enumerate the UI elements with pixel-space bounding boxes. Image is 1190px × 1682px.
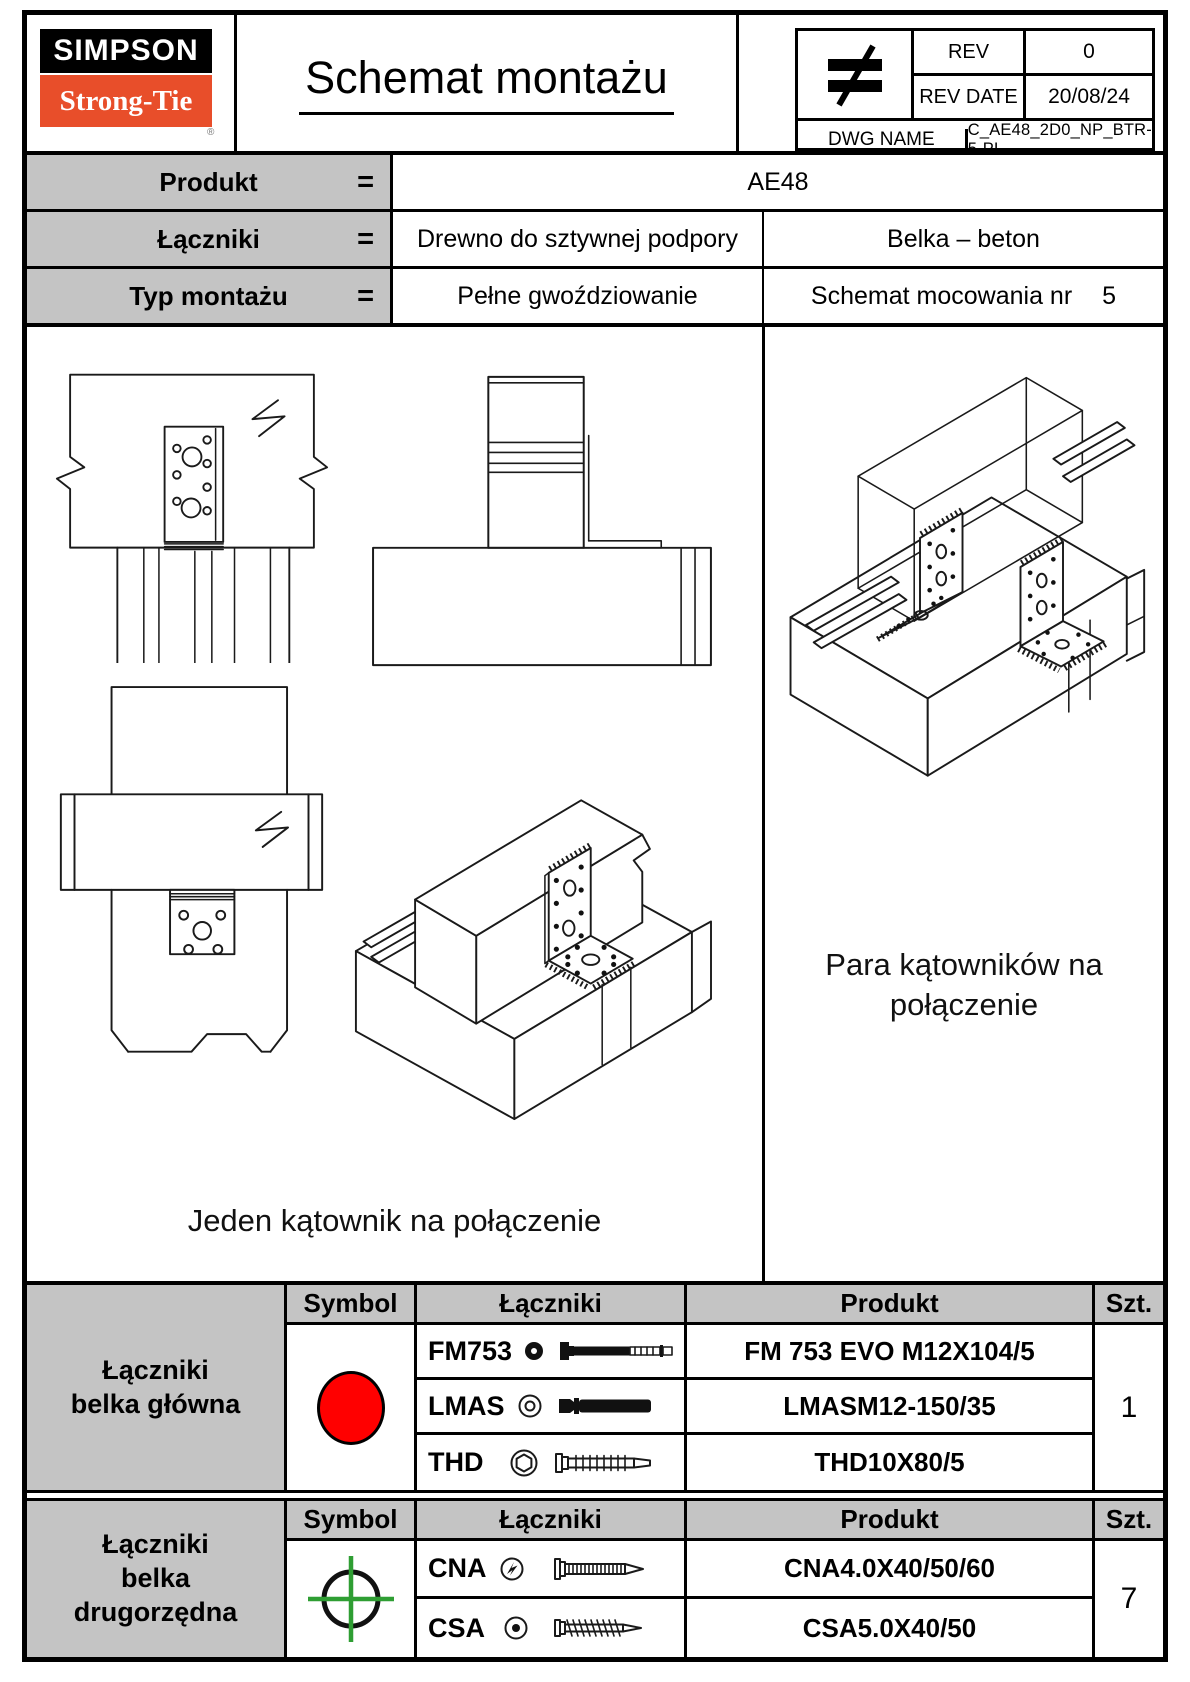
header-qty: Szt. [1095,1501,1163,1541]
laczniki-label: Łączniki [157,223,260,254]
laczniki-value-1: Drewno do sztywnej podpory [393,212,764,266]
red-circle-symbol [287,1325,417,1490]
fastener-row-fm753 [417,1325,687,1380]
fastener-code: CSA [428,1612,486,1643]
secondary-beam-fasteners-table [27,1498,1163,1657]
title-block [27,15,1163,158]
equals-sign: = [357,279,374,312]
produkt-value: AE48 [747,167,809,196]
csa-screw-icon [551,1612,655,1644]
fastener-row-thd [417,1435,687,1490]
logo-simpson-text: SIMPSON [40,29,212,73]
info-row-laczniki [27,209,1163,266]
fastener-code: THD [428,1447,484,1477]
top-view-drawing [55,679,328,1089]
fastener-code: CNA [428,1553,487,1583]
group-label-main-beam: Łączniki belka główna [27,1285,287,1490]
fastener-row-lmas [417,1380,687,1435]
laczniki-label-cell [27,212,393,266]
typ-montazu-value: Pełne gwoździowanie [393,269,764,323]
schemat-mocowania-number: 5 [1102,281,1117,310]
dwg-name-value: C_AE48_2D0_NP_BTR-5-PL [967,121,1152,158]
header-fasteners: Łączniki [417,1285,687,1325]
cna-head-icon [498,1554,526,1584]
caption-bracket-pair [765,945,1163,1024]
qty-secondary-beam: 7 [1120,1582,1138,1615]
fastener-code: LMAS [428,1390,505,1421]
caption-bracket-pair-line1: Para kątowników na [825,947,1103,982]
header-product: Produkt [687,1285,1095,1325]
lmas-washer-icon [516,1391,544,1421]
rev-date-value: 20/08/24 [1026,76,1152,121]
thd-screw-icon [552,1447,662,1479]
schemat-mocowania-cell [764,269,1163,323]
fastener-code: FM753 [428,1335,513,1366]
laczniki-value-2: Belka – beton [887,224,1040,253]
header-symbol: Symbol [287,1501,417,1541]
title-cell [237,15,739,151]
product-cna: CNA4.0X40/50/60 [687,1541,1095,1599]
group-label-secondary-beam: Łączniki belka drugorzędna [27,1501,287,1657]
header-symbol: Symbol [287,1285,417,1325]
produkt-label: Produkt [159,166,258,197]
header-product: Produkt [687,1501,1095,1541]
caption-bracket-pair-line2: połączenie [889,986,1039,1022]
product-csa: CSA5.0X40/50 [687,1599,1095,1657]
page-title: Schemat montażu [299,52,674,115]
caption-single-bracket: Jeden kątownik na połączenie [187,1203,602,1238]
simpson-logo [27,15,237,151]
typ-montazu-label: Typ montażu [129,280,288,311]
equals-sign: = [357,165,374,198]
isometric-single-bracket-drawing [327,701,717,1121]
fm753-washer-icon [523,1336,545,1366]
green-crosshair-symbol [287,1541,417,1657]
revision-block [739,15,1163,158]
rev-date-label: REV DATE [914,76,1026,121]
side-view-drawing [360,359,720,677]
rev-label: REV [914,31,1026,76]
isometric-bracket-pair-drawing [777,335,1149,799]
header-qty: Szt. [1095,1285,1163,1325]
info-row-produkt [27,155,1163,209]
product-lmas: LMASM12-150/35 [687,1380,1095,1435]
produkt-label-cell [27,155,393,209]
front-view-drawing [55,351,329,663]
main-beam-fasteners-table [27,1285,1163,1493]
thd-washer-icon [507,1447,541,1479]
info-table [27,155,1163,327]
left-drawing-panel [27,327,762,1281]
csa-head-icon [502,1613,530,1643]
fm753-bolt-icon [556,1336,678,1366]
header-fasteners: Łączniki [417,1501,687,1541]
product-fm753: FM 753 EVO M12X104/5 [687,1325,1095,1380]
schemat-mocowania-text: Schemat mocowania nr [810,281,1073,310]
logo-strongtie-text: Strong-Tie [40,75,212,127]
lmas-anchor-icon [555,1391,663,1421]
fastener-row-cna [417,1541,687,1599]
not-equal-icon [798,31,914,121]
right-drawing-panel [762,327,1163,1281]
qty-main-beam: 1 [1120,1390,1138,1424]
typ-montazu-label-cell [27,269,393,323]
info-row-typ-montazu [27,266,1163,323]
rev-value: 0 [1026,31,1152,76]
equals-sign: = [357,222,374,255]
cna-nail-icon [551,1553,655,1585]
registered-mark: ® [207,127,215,138]
product-thd: THD10X80/5 [687,1435,1095,1490]
fastener-row-csa [417,1599,687,1657]
sheet-frame [22,10,1168,1662]
dwg-name-label: DWG NAME [798,129,968,151]
drawing-area [27,327,1163,1285]
